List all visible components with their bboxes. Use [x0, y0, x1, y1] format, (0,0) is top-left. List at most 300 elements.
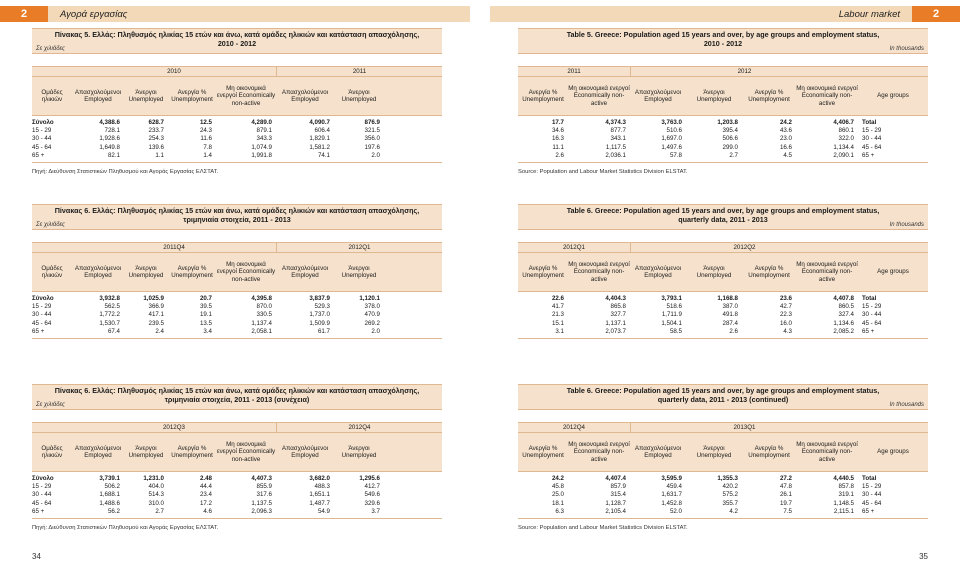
- row-label: 45 - 64: [32, 499, 52, 507]
- table-row: [518, 508, 928, 516]
- year-blank: [32, 423, 72, 432]
- table-cell: 2.48: [199, 475, 212, 482]
- table-cell: 16.3: [551, 135, 564, 143]
- column-header: [32, 422, 442, 472]
- table-bottom-rule: [518, 338, 928, 339]
- row-label: 65 +: [32, 151, 45, 159]
- table-cell: 1,452.8: [661, 499, 682, 507]
- table-cell: 4,407.8: [833, 295, 854, 302]
- table-cell: 506.2: [104, 483, 120, 491]
- table-cell: 1,829.1: [309, 135, 330, 143]
- table-cell: 3.1: [555, 327, 564, 335]
- row-label: Σύνολο: [32, 475, 54, 482]
- table-cell: 2,058.1: [251, 327, 272, 335]
- table-cell: 1,530.7: [99, 319, 120, 327]
- table-body: [518, 472, 928, 516]
- table-cell: 510.6: [666, 127, 682, 135]
- column-header-cell: Ανεργία % Unemployment: [748, 264, 790, 279]
- table-title: Table 6. Greece: Population aged 15 years and over, by age groups and employment status,: [566, 386, 880, 395]
- table-cell: 1,737.0: [309, 311, 330, 319]
- table-title-box: [32, 204, 442, 230]
- table-cell: 20.7: [199, 295, 212, 302]
- table-unit: Σε χιλιάδες: [36, 222, 65, 228]
- table-cell: 319.1: [838, 491, 854, 499]
- table-cell: 2.4: [155, 327, 164, 335]
- table-block: [518, 204, 928, 339]
- table-cell: 4,090.7: [309, 119, 330, 126]
- year-label: 2013Q1: [630, 423, 858, 432]
- table-cell: 44.4: [199, 483, 212, 491]
- table-cell: 22.3: [779, 311, 792, 319]
- year-blank: [32, 243, 72, 252]
- table-source: Πηγή: Διεύθυνση Στατιστικών Πληθυσμού και Αγοράς Εργασίας ΕΛΣΤΑΤ.: [32, 524, 219, 531]
- column-header-cell: Απασχολούμενοι Employed: [74, 88, 122, 103]
- table-cell: 27.2: [779, 475, 792, 482]
- table-cell: 4.5: [783, 151, 792, 159]
- chapter-number: 2: [912, 6, 960, 22]
- table-cell: 4,407.4: [605, 475, 626, 482]
- table-row-total: [32, 119, 442, 127]
- table-cell: 3,837.9: [309, 295, 330, 302]
- header-row: [518, 253, 928, 291]
- table-cell: 1,074.9: [251, 143, 272, 151]
- table-cell: 82.1: [107, 151, 120, 159]
- table-row: [518, 311, 928, 319]
- spacer: [518, 54, 928, 66]
- table-unit: In thousands: [889, 402, 924, 408]
- column-header-cell: Ομάδες ηλικιών: [41, 444, 63, 459]
- table-row: [32, 320, 442, 328]
- table-cell: 3.4: [203, 327, 212, 335]
- row-label: 30 - 44: [862, 135, 882, 143]
- table-cell: 549.6: [364, 491, 380, 499]
- year-row: [518, 67, 928, 77]
- table-cell: 404.0: [148, 483, 164, 491]
- row-label: 65 +: [862, 327, 875, 335]
- year-label: 2012Q3: [162, 424, 186, 431]
- column-header: [32, 242, 442, 292]
- table-cell: 23.0: [779, 135, 792, 143]
- table-cell: 1,509.9: [309, 319, 330, 327]
- column-header-cell: Ανεργία % Unemployment: [748, 444, 790, 459]
- row-label: 65 +: [32, 327, 45, 335]
- column-header: [518, 242, 928, 292]
- table-cell: 606.4: [314, 127, 330, 135]
- table-cell: 16.6: [779, 143, 792, 151]
- table-cell: 1,487.7: [309, 499, 330, 507]
- table-cell: 1,117.5: [605, 143, 626, 151]
- table-cell: 2,105.4: [605, 507, 626, 515]
- table-row: [518, 303, 928, 311]
- table-cell: 197.6: [364, 143, 380, 151]
- table-row: [32, 144, 442, 152]
- table-cell: 7.8: [203, 143, 212, 151]
- table-cell: 488.3: [314, 483, 330, 491]
- table-cell: 11.1: [552, 143, 564, 151]
- table-cell: 327.7: [610, 311, 626, 319]
- table-block: [32, 204, 442, 339]
- table-cell: 529.3: [314, 303, 330, 311]
- year-row: [32, 243, 442, 253]
- row-label: 15 - 29: [862, 127, 882, 135]
- table-cell: 42.7: [779, 303, 792, 311]
- table-cell: 24.2: [551, 475, 564, 482]
- table-cell: 21.3: [551, 311, 564, 319]
- table-row-total: [32, 295, 442, 303]
- table-cell: 506.6: [722, 135, 738, 143]
- table-cell: 1,295.6: [359, 475, 380, 482]
- table-cell: 3,682.0: [309, 475, 330, 482]
- table-cell: 19.1: [199, 311, 212, 319]
- year-label: 2011Q4: [163, 244, 185, 251]
- table-cell: 4,289.0: [251, 119, 272, 126]
- table-cell: 1,488.6: [99, 499, 120, 507]
- table-bottom-rule: [32, 338, 442, 339]
- table-title: Πίνακας 6. Ελλάς: Πληθυσμός ηλικίας 15 ετών και άνω, κατά ομάδες ηλικιών και κατάσταση απασχόλησης,: [54, 386, 420, 395]
- table-cell: 1,697.0: [661, 135, 682, 143]
- column-header-cell: Άνεργοι Unemployed: [341, 264, 377, 279]
- table-cell: 139.6: [148, 143, 164, 151]
- table-cell: 4,407.3: [251, 475, 272, 482]
- table-title: Table 5. Greece: Population aged 15 years and over, by age groups and employment status,: [566, 30, 880, 39]
- table-cell: 518.6: [666, 303, 682, 311]
- column-header-cell: Ανεργία % Unemployment: [171, 264, 213, 279]
- table-cell: 4,404.3: [605, 295, 626, 302]
- table-cell: 855.9: [256, 483, 272, 491]
- column-header-cell: Απασχολούμενοι Employed: [634, 444, 682, 459]
- table-cell: 310.0: [148, 499, 164, 507]
- table-cell: 562.5: [104, 303, 120, 311]
- table-cell: 412.7: [364, 483, 380, 491]
- table-cell: 879.1: [256, 127, 272, 135]
- table-cell: 24.2: [779, 119, 792, 126]
- year-label: 2010: [167, 68, 181, 75]
- table-cell: 2,090.1: [833, 151, 854, 159]
- row-label: 45 - 64: [32, 319, 52, 327]
- column-header-cell: Άνεργοι Unemployed: [128, 88, 164, 103]
- column-header-cell: Άνεργοι Unemployed: [128, 444, 164, 459]
- column-header-cell: Ανεργία % Unemployment: [522, 444, 564, 459]
- table-cell: 1,137.5: [251, 499, 272, 507]
- spacer: [518, 410, 928, 422]
- table-cell: 287.4: [722, 319, 738, 327]
- table-cell: 254.3: [148, 135, 164, 143]
- table-row: [518, 491, 928, 499]
- spacer: [32, 230, 442, 242]
- table-cell: 2,115.1: [833, 507, 854, 515]
- table-cell: 356.0: [364, 135, 380, 143]
- table-block: [32, 384, 442, 531]
- table-title-box: [518, 384, 928, 410]
- table-row: [32, 311, 442, 319]
- column-header-cell: Age groups: [877, 92, 909, 100]
- column-header-cell: Ανεργία % Unemployment: [522, 264, 564, 279]
- table-cell: 459.4: [666, 483, 682, 491]
- table-cell: 1,711.9: [661, 311, 682, 319]
- table-cell: 1,025.9: [143, 295, 164, 302]
- table-cell: 4.6: [203, 507, 212, 515]
- year-blank: [858, 243, 928, 252]
- table-cell: 491.8: [722, 311, 738, 319]
- column-header-cell: Απασχολούμενοι Employed: [74, 264, 122, 279]
- page-number: 35: [919, 552, 928, 561]
- column-header-cell: Ανεργία % Unemployment: [171, 88, 213, 103]
- row-label: 30 - 44: [32, 135, 52, 143]
- table-cell: 1,355.3: [717, 475, 738, 482]
- right-page: [480, 0, 960, 567]
- table-cell: 1,651.1: [309, 491, 330, 499]
- table-cell: 12.5: [199, 119, 212, 126]
- table-cell: 1,772.2: [99, 311, 120, 319]
- table-cell: 54.9: [317, 507, 330, 515]
- table-row-total: [518, 475, 928, 483]
- table-cell: 4.3: [783, 327, 792, 335]
- table-cell: 11.6: [200, 135, 212, 143]
- table-cell: 47.8: [779, 483, 792, 491]
- table-cell: 7.5: [783, 507, 792, 515]
- table-cell: 2,085.2: [833, 327, 854, 335]
- column-header-cell: Άνεργοι Unemployed: [128, 264, 164, 279]
- year-blank: [32, 67, 72, 76]
- table-cell: 43.6: [779, 127, 792, 135]
- table-cell: 329.6: [364, 499, 380, 507]
- year-label: 2012Q4: [276, 423, 442, 432]
- table-cell: 395.4: [722, 127, 738, 135]
- table-cell: 728.1: [104, 127, 120, 135]
- table-cell: 575.2: [722, 491, 738, 499]
- table-cell: 2.7: [729, 151, 738, 159]
- table-cell: 1,581.2: [309, 143, 330, 151]
- column-header-cell: Μη οικονομικά ενεργοί Economically non-active: [796, 440, 858, 463]
- table-cell: 4,406.7: [833, 119, 854, 126]
- table-row: [32, 135, 442, 143]
- table-cell: 1,631.7: [661, 491, 682, 499]
- column-header-cell: Απασχολούμενοι Employed: [281, 444, 329, 459]
- table-cell: 628.7: [148, 119, 164, 126]
- column-header-cell: Μη οικονομικά ενεργοί Economically non-active: [568, 260, 630, 283]
- table-cell: 857.9: [610, 483, 626, 491]
- table-cell: 366.9: [148, 303, 164, 311]
- table-row: [32, 483, 442, 491]
- table-bottom-rule: [518, 518, 928, 519]
- spacer: [32, 410, 442, 422]
- table-cell: 1,168.8: [717, 295, 738, 302]
- table-block: [518, 28, 928, 175]
- year-label: 2012Q2: [630, 243, 858, 252]
- table-subtitle: 2010 - 2012: [217, 38, 257, 48]
- table-cell: 1,928.6: [99, 135, 120, 143]
- table-bottom-rule: [32, 518, 442, 519]
- column-header-cell: Μη οικονομικά ενεργοί Economically non-active: [216, 84, 276, 107]
- row-label: 30 - 44: [32, 311, 52, 319]
- header-row: [32, 253, 442, 291]
- table-body: [32, 472, 442, 516]
- table-row: [32, 303, 442, 311]
- table-cell: 322.0: [838, 135, 854, 143]
- row-label: Total: [862, 475, 877, 482]
- table-cell: 3,595.9: [661, 475, 682, 482]
- table-cell: 4,374.3: [605, 119, 626, 126]
- header-row: [518, 77, 928, 115]
- table-cell: 1,120.1: [359, 295, 380, 302]
- table-cell: 299.0: [722, 143, 738, 151]
- table-source: Source: Population and Labour Market Statistics Division ELSTAT.: [518, 168, 688, 175]
- table-cell: 876.9: [364, 119, 380, 126]
- year-label: 2012Q1: [276, 243, 442, 252]
- table-cell: 343.3: [256, 135, 272, 143]
- table-cell: 470.9: [364, 311, 380, 319]
- chapter-number: 2: [0, 6, 48, 22]
- table-cell: 1,231.0: [143, 475, 164, 482]
- year-row: [518, 243, 928, 253]
- table-cell: 1,504.1: [661, 319, 682, 327]
- column-header-cell: Ανεργία % Unemployment: [748, 88, 790, 103]
- table-cell: 1,649.8: [99, 143, 120, 151]
- table-cell: 34.6: [551, 127, 564, 135]
- table-cell: 15.1: [551, 319, 564, 327]
- table-cell: 865.8: [610, 303, 626, 311]
- year-blank: [858, 67, 928, 76]
- row-label: 65 +: [862, 151, 875, 159]
- row-label: 45 - 64: [862, 143, 882, 151]
- table-cell: 1,991.8: [251, 151, 272, 159]
- table-cell: 343.1: [610, 135, 626, 143]
- year-label: 2012Q1: [562, 244, 586, 251]
- table-body: [518, 292, 928, 336]
- row-label: 45 - 64: [32, 143, 52, 151]
- column-header-cell: Άνεργοι Unemployed: [696, 444, 732, 459]
- table-subtitle: 2010 - 2012: [703, 38, 743, 48]
- table-bottom-rule: [32, 162, 442, 163]
- table-block: [518, 384, 928, 531]
- table-body: [32, 292, 442, 336]
- table-subtitle: τριμηνιαία στοιχεία, 2011 - 2013 (συνέχεια): [164, 394, 310, 404]
- table-cell: 1,148.5: [833, 499, 854, 507]
- table-cell: 857.8: [838, 483, 854, 491]
- row-label: 45 - 64: [862, 319, 882, 327]
- table-cell: 4,388.6: [99, 119, 120, 126]
- table-row: [518, 127, 928, 135]
- row-label: 65 +: [32, 507, 45, 515]
- table-cell: 321.5: [364, 127, 380, 135]
- table-cell: 61.7: [317, 327, 330, 335]
- row-label: 15 - 29: [862, 303, 882, 311]
- table-cell: 23.6: [779, 295, 792, 302]
- table-cell: 860.5: [838, 303, 854, 311]
- table-title-box: [518, 204, 928, 230]
- table-cell: 41.7: [551, 303, 564, 311]
- column-header-cell: Απασχολούμενοι Employed: [74, 444, 122, 459]
- table-row-total: [518, 295, 928, 303]
- table-cell: 4,395.8: [251, 295, 272, 302]
- year-label: 2011: [567, 68, 581, 75]
- column-header: [518, 422, 928, 472]
- column-header-cell: Μη οικονομικά ενεργοί Economically non-active: [216, 260, 276, 283]
- table-cell: 1,203.8: [717, 119, 738, 126]
- table-cell: 317.6: [256, 491, 272, 499]
- table-cell: 24.3: [199, 127, 212, 135]
- table-row: [518, 152, 928, 160]
- left-header: [0, 6, 470, 22]
- column-header-cell: Μη οικονομικά ενεργοί Economically non-active: [796, 84, 858, 107]
- spacer: [32, 54, 442, 66]
- table-cell: 2,036.1: [605, 151, 626, 159]
- row-label: 15 - 29: [862, 483, 882, 491]
- table-cell: 2.6: [555, 151, 564, 159]
- table-cell: 19.7: [779, 499, 792, 507]
- table-row: [518, 483, 928, 491]
- column-header-cell: Άνεργοι Unemployed: [341, 444, 377, 459]
- table-bottom-rule: [518, 162, 928, 163]
- table-cell: 387.0: [722, 303, 738, 311]
- table-cell: 39.5: [199, 303, 212, 311]
- table-cell: 13.5: [199, 319, 212, 327]
- table-subtitle: quarterly data, 2011 - 2013 (continued): [657, 394, 789, 404]
- table-unit: Σε χιλιάδες: [36, 46, 65, 52]
- row-label: 30 - 44: [32, 491, 52, 499]
- table-cell: 22.6: [551, 295, 564, 302]
- year-blank: [858, 423, 928, 432]
- table-cell: 2.0: [371, 151, 380, 159]
- table-cell: 57.8: [669, 151, 682, 159]
- table-row-total: [32, 475, 442, 483]
- table-row: [32, 328, 442, 336]
- table-unit: In thousands: [889, 46, 924, 52]
- table-subtitle: τριμηνιαία στοιχεία, 2011 - 2013: [183, 214, 291, 224]
- table-cell: 355.7: [722, 499, 738, 507]
- table-row: [518, 328, 928, 336]
- table-cell: 3.7: [371, 507, 380, 515]
- table-cell: 327.4: [838, 311, 854, 319]
- table-row: [32, 152, 442, 160]
- table-row: [518, 320, 928, 328]
- year-row: [518, 423, 928, 433]
- row-label: 45 - 64: [862, 499, 882, 507]
- table-cell: 239.5: [148, 319, 164, 327]
- table-title: Πίνακας 5. Ελλάς: Πληθυσμός ηλικίας 15 ετών και άνω, κατά ομάδες ηλικιών και κατάσταση απασχόλησης,: [54, 30, 420, 39]
- table-cell: 2,096.3: [251, 507, 272, 515]
- column-header-cell: Μη οικονομικά ενεργοί Economically non-active: [568, 440, 630, 463]
- table-cell: 45.8: [551, 483, 564, 491]
- table-body: [32, 116, 442, 160]
- table-cell: 3,763.0: [661, 119, 682, 126]
- table-title-box: [32, 28, 442, 54]
- table-cell: 1.4: [203, 151, 212, 159]
- table-row: [32, 127, 442, 135]
- column-header-cell: Απασχολούμενοι Employed: [634, 264, 682, 279]
- column-header-cell: Άνεργοι Unemployed: [696, 264, 732, 279]
- table-unit: Σε χιλιάδες: [36, 402, 65, 408]
- chapter-title: Labour market: [838, 8, 900, 20]
- column-header-cell: Άνεργοι Unemployed: [696, 88, 732, 103]
- table-cell: 3,739.1: [99, 475, 120, 482]
- table-cell: 420.2: [722, 483, 738, 491]
- table-row: [518, 135, 928, 143]
- table-cell: 860.1: [838, 127, 854, 135]
- column-header-cell: Απασχολούμενοι Employed: [281, 88, 329, 103]
- table-cell: 17.7: [551, 119, 564, 126]
- year-label: 2012: [630, 67, 858, 76]
- column-header-cell: Ανεργία % Unemployment: [522, 88, 564, 103]
- table-cell: 233.7: [148, 127, 164, 135]
- table-cell: 1.1: [155, 151, 164, 159]
- column-header-cell: Ομάδες ηλικιών: [41, 264, 63, 279]
- column-header-cell: Μη οικονομικά ενεργοί Economically non-active: [568, 84, 630, 107]
- right-header: [490, 6, 960, 22]
- column-header-cell: Απασχολούμενοι Employed: [634, 88, 682, 103]
- column-header-cell: Μη οικονομικά ενεργοί Economically non-active: [796, 260, 858, 283]
- year-row: [32, 423, 442, 433]
